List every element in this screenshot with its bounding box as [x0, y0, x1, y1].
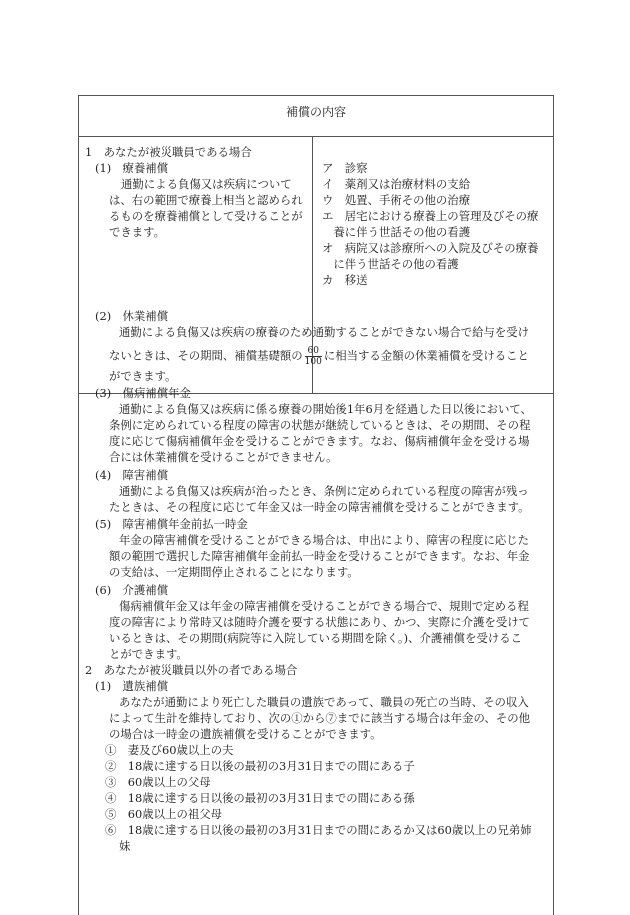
- disability-compensation-text: 通勤による負傷又は疾病が治ったとき、条例に定められている程度の障害が残っ: [119, 484, 529, 498]
- disability-compensation-text: たときは、その程度に応じて年金又は一時金の障害補償を受けることができます。: [109, 500, 530, 514]
- survivor-compensation-text: の場合は一時金の遺族補償を受けることができます。: [109, 727, 382, 741]
- table-header: 補償の内容: [79, 96, 553, 137]
- care-compensation-text: とができます。: [109, 647, 188, 661]
- injury-pension-text: 条例に定められている程度の障害の状態が継続しているときは、その期間、その程: [109, 418, 531, 432]
- care-compensation-text: 度の障害により常時又は随時介護を要する状態にあり、かつ、実際に介護を受けて: [109, 615, 530, 629]
- survivor-item: ② 18歳に達する日以後の最初の3月31日までの間にある子: [105, 759, 415, 773]
- disability-lump-sum-title: (5) 障害補償年金前払一時金: [95, 517, 248, 531]
- care-compensation-text: いるときは、その期間(病院等に入院している期間を除く。)、介護補償を受けるこ: [109, 631, 523, 645]
- survivor-item: ③ 60歳以上の父母: [105, 775, 211, 789]
- survivor-item: ⑥ 18歳に達する日以後の最初の3月31日までの間にあるか又は60歳以上の兄弟姉: [105, 823, 532, 837]
- medical-compensation-text: は、右の範囲で療養上相当と認められ: [109, 193, 303, 207]
- compensation-table: [78, 95, 554, 915]
- medical-scope-item: ア 診察: [322, 161, 368, 175]
- care-compensation-title: (6) 介護補償: [95, 583, 169, 597]
- survivor-item: ⑤ 60歳以上の祖父母: [105, 807, 223, 821]
- injury-pension-text: 度に応じて傷病補償年金を受けることができます。なお、傷病補償年金を受ける場: [109, 434, 530, 448]
- leave-compensation-text: 通勤による負傷又は疾病の療養のため通勤することができない場合で給与を受け: [119, 325, 530, 339]
- injury-pension-title: (3) 傷病補償年金: [95, 386, 191, 400]
- disability-lump-sum-text: の支給は、一定期間停止されることになります。: [109, 565, 359, 579]
- medical-scope-item: ウ 処置、手術その他の治療: [322, 193, 471, 207]
- survivor-compensation-title: (1) 遺族補償: [95, 679, 169, 693]
- disability-lump-sum-text: 額の範囲で選択した障害補償年金前払一時金を受けることができます。なお、年金: [109, 549, 530, 563]
- survivor-item-continuation: 妹: [119, 839, 131, 853]
- survivor-compensation-text: によって生計を維持しており、次の①から⑦までに該当する場合は年金の、その他: [109, 711, 530, 725]
- survivor-compensation-text: あなたが通勤により死亡した職員の遺族であって、職員の死亡の当時、その収入: [119, 695, 529, 709]
- section-1-heading: 1 あなたが被災職員である場合: [85, 145, 252, 159]
- medical-scope-item: エ 居宅における療養上の管理及びその療: [322, 209, 539, 223]
- medical-compensation-text: できます。: [109, 225, 166, 239]
- injury-pension-text: 合には休業補償を受けることができません。: [109, 450, 338, 464]
- leave-compensation-text: ができます。: [109, 369, 177, 383]
- section-2-heading: 2 あなたが被災職員以外の者である場合: [85, 663, 298, 677]
- care-compensation-text: 傷病補償年金又は年金の障害補償を受けることができる場合で、規則で定める程: [119, 599, 529, 613]
- medical-scope-item: オ 病院又は診療所への入院及びその療養: [322, 241, 539, 255]
- leave-compensation-title: (2) 休業補償: [95, 309, 169, 323]
- disability-compensation-title: (4) 障害補償: [95, 468, 169, 482]
- medical-scope-item: イ 薬剤又は治療材料の支給: [322, 177, 471, 191]
- leave-compensation-text: ないときは、その期間、補償基礎額の $\frac{60}{100}$ に相当する金額の休業補償を受けること: [109, 346, 529, 367]
- disability-lump-sum-text: 年金の障害補償を受けることができる場合は、申出により、障害の程度に応じた: [119, 533, 530, 547]
- medical-scope-item: カ 移送: [322, 273, 368, 287]
- survivor-item: ① 妻及び60歳以上の夫: [105, 743, 234, 757]
- medical-scope-item: 養に伴う世話その他の看護: [322, 225, 471, 239]
- medical-compensation-text: 通勤による負傷又は疾病について: [121, 177, 292, 191]
- fraction: $\frac{60}{100}$: [304, 346, 322, 367]
- medical-compensation-title: (1) 療養補償: [95, 161, 169, 175]
- injury-pension-text: 通勤による負傷又は疾病に係る療養の開始後1年6月を経過した日以後において、: [119, 402, 532, 416]
- medical-scope-item: に伴う世話その他の看護: [322, 257, 459, 271]
- survivor-item: ④ 18歳に達する日以後の最初の3月31日までの間にある孫: [105, 791, 415, 805]
- medical-compensation-text: るものを療養補償として受けることが: [109, 209, 303, 223]
